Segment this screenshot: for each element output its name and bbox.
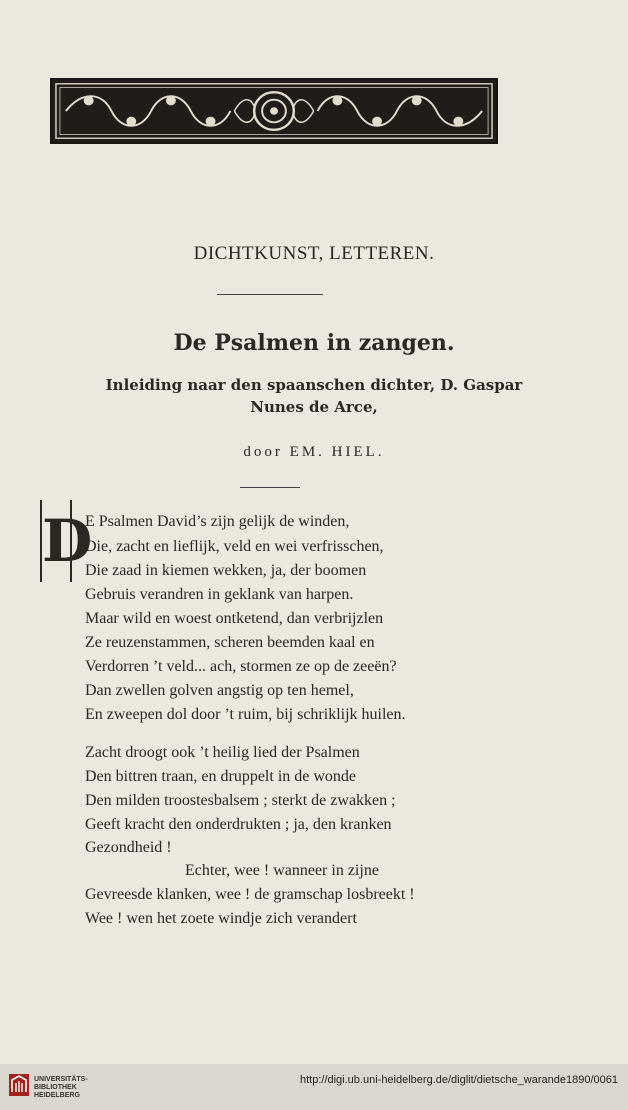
poem-line: Maar wild en woest ontketend, dan verbrijzlen xyxy=(85,610,384,627)
poem-line: Geeft kracht den onderdrukten ; ja, den kranken xyxy=(85,816,392,833)
poem-subtitle-line-2: Nunes de Arce, xyxy=(250,398,378,416)
university-library-logo-icon xyxy=(8,1072,30,1098)
poem-line: Zacht droogt ook ’t heilig lied der Psalmen xyxy=(85,744,360,761)
logo-text-line: BIBLIOTHEK xyxy=(34,1084,77,1091)
poem-line: En zweepen dol door ’t ruim, bij schriklijk huilen. xyxy=(85,706,406,723)
poem-line: Gevreesde klanken, wee ! de gramschap losbreekt ! xyxy=(85,886,415,903)
drop-cap-initial: D xyxy=(40,500,72,582)
poem-title: De Psalmen in zangen. xyxy=(173,330,455,356)
poem-line: Den milden troostesbalsem ; sterkt de zwakken ; xyxy=(85,792,396,809)
logo-text-line: HEIDELBERG xyxy=(34,1092,80,1099)
author-byline: door EM. HIEL. xyxy=(243,444,385,460)
library-footer xyxy=(0,1064,628,1110)
poem-line: Den bittren traan, en druppelt in de wonde xyxy=(85,768,357,785)
poem-subtitle-line-1: Inleiding naar den spaanschen dichter, D. Gaspar xyxy=(105,376,523,394)
source-url-link[interactable]: http://digi.ub.uni-heidelberg.de/diglit/dietsche_warande1890/0061 xyxy=(299,1074,618,1086)
poem-line: Dan zwellen golven angstig op ten hemel, xyxy=(85,682,354,699)
poem-line: Die, zacht en lieflijk, veld en wei verfrisschen, xyxy=(85,538,384,555)
divider-rule xyxy=(217,294,323,295)
poem-line: Echter, wee ! wanneer in zijne xyxy=(185,862,379,879)
ornament-scroll-pattern xyxy=(52,80,496,142)
poem-line: Ze reuzenstammen, scheren beemden kaal en xyxy=(85,634,375,651)
poem-line: Wee ! wen het zoete windje zich verandert xyxy=(85,910,357,927)
section-title: DICHTKUNST, LETTEREN. xyxy=(193,243,435,264)
poem-line: Gebruis verandren in geklank van harpen. xyxy=(85,586,354,603)
logo-text-line: UNIVERSITÄTS- xyxy=(34,1076,88,1083)
poem-line: E Psalmen David’s zijn gelijk de winden, xyxy=(85,513,350,530)
poem-line: Die zaad in kiemen wekken, ja, der boomen xyxy=(85,562,367,579)
divider-rule xyxy=(240,487,300,488)
decorative-header-ornament xyxy=(50,78,498,144)
poem-line: Gezondheid ! xyxy=(85,839,172,856)
poem-line: Verdorren ’t veld... ach, stormen ze op de zeeën? xyxy=(85,658,397,675)
